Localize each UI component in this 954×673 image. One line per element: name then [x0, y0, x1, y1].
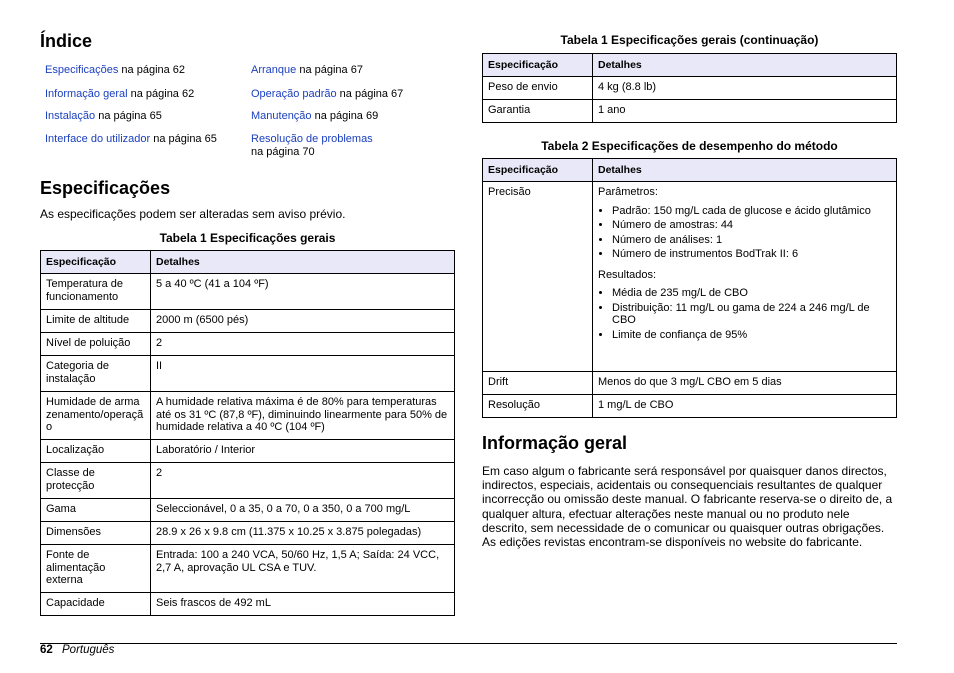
column-header: Detalhes [593, 54, 897, 77]
results-list [598, 287, 891, 341]
table1-caption: Tabela 1 Especificações gerais [159, 231, 336, 245]
spec-name: Temperatura de funcionamento [41, 274, 151, 310]
list-item: • Padrão: 150 mg/L cada de glucose e ácido glutâmico [612, 205, 891, 218]
spec-value: 1 mg/L de CBO [593, 395, 897, 418]
page-language: Português [62, 644, 115, 656]
index-entry [251, 110, 378, 123]
table2-container [482, 158, 897, 418]
spec-name: Limite de altitude [41, 310, 151, 333]
list-item: • Número de instrumentos BodTrak II: 6 [612, 248, 891, 261]
table-row [41, 499, 455, 522]
column-header: Detalhes [151, 251, 455, 274]
spec-value: Laboratório / Interior [151, 440, 455, 463]
spec-name: Nível de poluição [41, 333, 151, 356]
spec-value: 2 [151, 333, 455, 356]
table-row [41, 593, 455, 616]
column-header: Especificação [483, 159, 593, 182]
column-header: Detalhes [593, 159, 897, 182]
table-row [41, 392, 455, 440]
list-item: • Número de amostras: 44 [612, 219, 891, 232]
index-page-text: na página 67 [336, 88, 404, 100]
index-title: Índice [40, 31, 93, 51]
general-info-title: Informação geral [482, 433, 628, 453]
index-link[interactable]: Informação geral [45, 88, 128, 100]
index-link[interactable]: Manutenção [251, 110, 312, 122]
specs-intro: As especificações podem ser alteradas sem aviso prévio. [40, 207, 346, 221]
index-link[interactable]: Resolução de problemas [251, 133, 373, 145]
table-row [41, 333, 455, 356]
table-row [41, 463, 455, 499]
table1-cont-container [482, 53, 897, 123]
table-row [483, 372, 897, 395]
table2-caption: Tabela 2 Especificações de desempenho do método [541, 139, 838, 153]
spec-name: Peso de envio [483, 77, 593, 100]
index-page-text: na página 67 [296, 64, 363, 76]
spec-value: Seis frascos de 492 mL [151, 593, 455, 616]
spec-name: Garantia [483, 100, 593, 123]
specs-table-continued [482, 53, 897, 123]
column-header: Especificação [483, 54, 593, 77]
page-number: 62 [40, 644, 53, 656]
spec-value: 28.9 x 26 x 9.8 cm (11.375 x 10.25 x 3.875 polegadas) [151, 522, 455, 545]
list-item: • Limite de confiança de 95% [612, 329, 891, 342]
index-page-text: na página 65 [150, 133, 217, 145]
table-row [41, 310, 455, 333]
table-row [483, 182, 897, 372]
spec-name: Resolução [483, 395, 593, 418]
table-header-row [41, 251, 455, 274]
table-header-row [483, 54, 897, 77]
spec-name: Classe de protecção [41, 463, 151, 499]
results-title: Resultados: [598, 268, 657, 281]
performance-table [482, 158, 897, 418]
spec-name: Humidade de armazenamento/operação [41, 392, 151, 440]
column-header: Especificação [41, 251, 151, 274]
index-page-text: na página 65 [95, 110, 162, 122]
index-link[interactable]: Instalação [45, 110, 96, 122]
index-page-text: na página 69 [311, 110, 379, 122]
index-entry [45, 64, 185, 77]
spec-name: Categoria de instalação [41, 356, 151, 392]
general-info-body: Em caso algum o fabricante será responsável por quaisquer danos directos, indirectos, especiais, acidentais ou consequenciais resultantes de qualquer incorrecção ou omissão deste manual. O fabricante reserva-se o direito de, a qualquer altura, efectuar alterações neste manual ou no produto nele descrito, sem necessidade de o comunicar ou quaisquer outras obrigações. As edições revistas encontram-se disponíveis no website do fabricante. [482, 464, 893, 550]
table-row [41, 545, 455, 593]
spec-name: Localização [41, 440, 151, 463]
index-link[interactable]: Arranque [251, 64, 297, 76]
footer-divider [40, 643, 897, 644]
index-link[interactable]: Especificações [45, 64, 119, 76]
table-row [41, 440, 455, 463]
spec-name: Gama [41, 499, 151, 522]
index-page-text: na página 62 [118, 64, 186, 76]
spec-value: 2 [151, 463, 455, 499]
index-entry [251, 64, 363, 77]
spec-value: 2000 m (6500 pés) [151, 310, 455, 333]
spec-name: Precisão [483, 182, 593, 372]
index-entry [251, 133, 373, 159]
index-entry [45, 133, 217, 146]
table-row [483, 77, 897, 100]
spec-value: 4 kg (8.8 lb) [593, 77, 897, 100]
table-row [41, 522, 455, 545]
spec-name: Capacidade [41, 593, 151, 616]
spec-value: A humidade relativa máxima é de 80% para temperaturas até os 31 ºC (87,8 ºF), diminuindo linearmente para 50% de humidade relativa a 40 ºC (104 ºF) [151, 392, 455, 440]
index-link[interactable]: Interface do utilizador [45, 133, 151, 145]
index-link[interactable]: Operação padrão [251, 88, 337, 100]
list-item: • Média de 235 mg/L de CBO [612, 287, 891, 300]
table1-container [40, 250, 455, 616]
table1-cont-caption: Tabela 1 Especificações gerais (continuação) [560, 33, 819, 47]
spec-value: Entrada: 100 a 240 VCA, 50/60 Hz, 1,5 A; Saída: 24 VCC, 2,7 A, aprovação UL CSA e TUV. [151, 545, 455, 593]
table-row [41, 356, 455, 392]
spec-name: Dimensões [41, 522, 151, 545]
spec-value: II [151, 356, 455, 392]
table-header-row [483, 159, 897, 182]
params-list [598, 205, 891, 261]
spec-value: 1 ano [593, 100, 897, 123]
spec-name: Drift [483, 372, 593, 395]
params-title: Parâmetros: [598, 186, 658, 198]
list-item: • Número de análises: 1 [612, 234, 891, 247]
index-entry [45, 88, 194, 101]
table-row [483, 100, 897, 123]
spec-value: 5 a 40 ºC (41 a 104 ºF) [151, 274, 455, 310]
index-page-text: na página 62 [127, 88, 195, 100]
spec-value [593, 182, 897, 372]
specs-table [40, 250, 455, 616]
spec-value: Menos do que 3 mg/L CBO em 5 dias [593, 372, 897, 395]
table-row [41, 274, 455, 310]
page-footer [40, 644, 114, 656]
index-entry [45, 110, 162, 123]
spec-name: Fonte de alimentação externa [41, 545, 151, 593]
list-item: • Distribuição: 11 mg/L ou gama de 224 a 246 mg/L de CBO [612, 302, 891, 327]
index-page-text: na página 70 [251, 146, 315, 158]
table-row [483, 395, 897, 418]
specs-title: Especificações [40, 178, 171, 198]
index-entry [251, 88, 403, 101]
spec-value: Seleccionável, 0 a 35, 0 a 70, 0 a 350, 0 a 700 mg/L [151, 499, 455, 522]
